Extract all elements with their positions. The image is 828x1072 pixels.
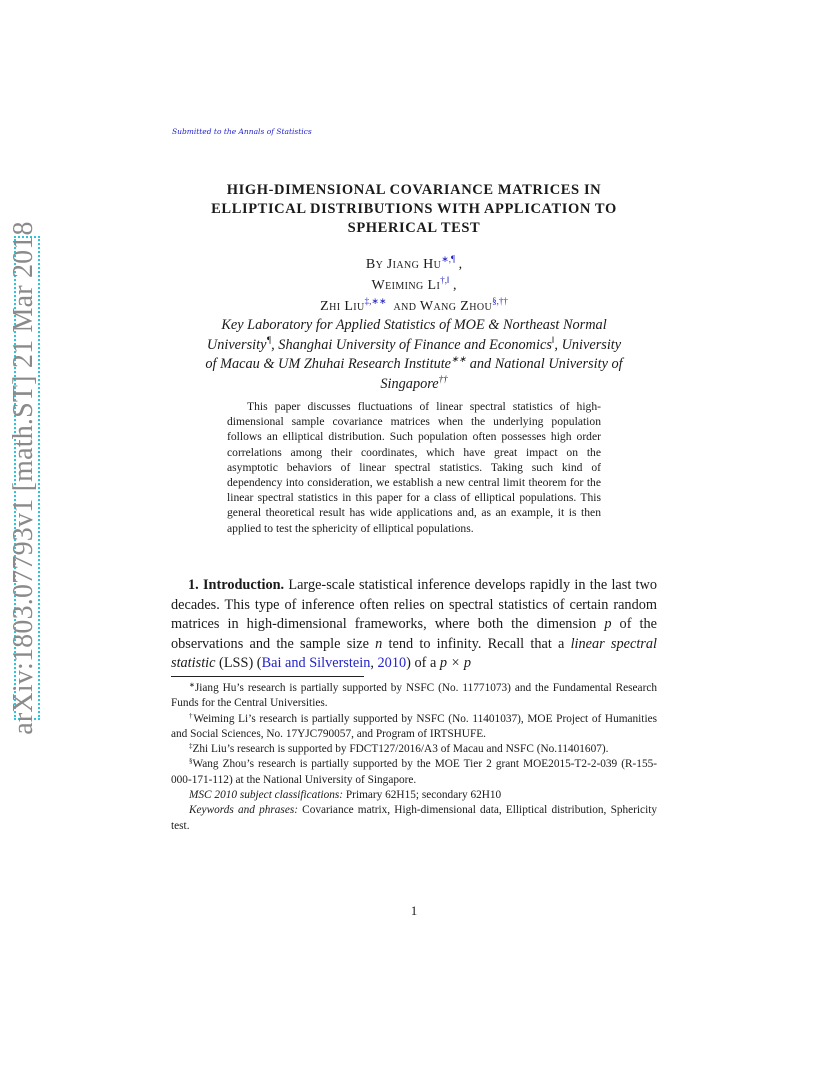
msc-text: Primary 62H15; secondary 62H10 (343, 789, 502, 802)
affiliation-text: of Macau & UM Zhuhai Research Institute (205, 356, 452, 372)
footnote-rule (171, 676, 364, 677)
footnote-mark: § (189, 757, 193, 766)
citation-sep: , (370, 655, 378, 671)
author-footnote-marks[interactable]: ‡,∗∗ (364, 296, 387, 306)
msc-classification (171, 788, 657, 803)
math-n: n (375, 635, 383, 652)
title-line-1: HIGH-DIMENSIONAL COVARIANCE MATRICES IN (226, 182, 602, 198)
footnote (171, 757, 657, 788)
intro-text: (LSS) ( (215, 655, 262, 671)
author-name: Jiang Hu (386, 257, 442, 272)
author-footnote-marks[interactable]: †,‖ (440, 275, 450, 285)
section-heading: 1. Introduction. (188, 577, 285, 593)
citation-year-link[interactable]: 2010 (377, 655, 407, 671)
keywords-text: Covariance matrix, High-dimensional data, Elliptical distribution, Sphericity test. (171, 804, 658, 832)
footnote (171, 742, 657, 757)
footnotes (171, 681, 657, 834)
introduction-paragraph (171, 576, 657, 674)
author-name: Zhi Liu (320, 299, 365, 314)
author-name: Weiming Li (371, 278, 441, 293)
affiliation-mark: ‖ (551, 334, 555, 345)
affiliation-mark: †† (438, 373, 448, 384)
affiliation-text: , Shanghai University of Finance and Economics (271, 336, 552, 353)
footnote-text: Weiming Li’s research is partially supported by NSFC (No. 11401037), MOE Project of Humanities and Social Sciences, No. 17YJC790057, and Program of IRTSHUFE. (171, 712, 657, 740)
intro-text: of the observations and the sample size (171, 616, 657, 652)
citation-link[interactable] (262, 655, 371, 671)
msc-label: MSC 2010 subject classifications: (189, 789, 344, 802)
affiliation-mark: ¶ (266, 334, 272, 345)
affiliation-text: , University (554, 336, 622, 353)
affiliation-block (150, 316, 678, 394)
footnote-text: Jiang Hu’s research is partially supported by NSFC (No. 11771073) and the Fundamental Research Funds for the Central Universities. (171, 682, 657, 710)
arxiv-side-stamp (8, 221, 48, 735)
abstract (227, 399, 601, 536)
intro-text: Large-scale statistical inference develops rapidly in the last two decades. This type of inference often relies on spectral statistics of certain random matrices in high-dimensional frameworks, where both the dimension (171, 577, 657, 632)
footnote-mark: ‡ (189, 742, 193, 751)
paper-title (150, 181, 678, 238)
author-line-2 (150, 275, 678, 296)
page-number: 1 (410, 903, 418, 918)
affiliation-text: Singapore (380, 375, 439, 392)
footnote-mark: † (189, 711, 194, 720)
footnote-mark: ∗ (189, 681, 195, 689)
intro-text: tend to infinity. Recall that a (382, 635, 571, 652)
title-line-2: ELLIPTICAL DISTRIBUTIONS WITH APPLICATION TO (211, 201, 617, 217)
by-label: By (365, 257, 384, 272)
keywords-label: Keywords and phrases: (189, 804, 298, 817)
footnote-text: Wang Zhou’s research is partially supported by the MOE Tier 2 grant MOE2015-T2-2-039 (R-155-000-171-112) at the National University of Singapore. (171, 758, 657, 786)
author-name: Wang Zhou (419, 299, 493, 314)
term-lss: linear spectral statistic (171, 635, 657, 671)
footnote (171, 712, 657, 743)
arxiv-stamp-text: arXiv:1803.07793v1 [math.ST] 21 Mar 2018 (8, 221, 39, 735)
affiliation-mark: ∗∗ (451, 354, 467, 364)
math-p: p (604, 616, 612, 632)
author-separator: , (452, 278, 457, 293)
author-line-3 (150, 296, 678, 317)
affiliation-line-3 (150, 355, 678, 375)
author-footnote-marks[interactable]: ∗,¶ (441, 254, 456, 264)
author-block (150, 254, 678, 317)
footnote-text: Zhi Liu’s research is supported by FDCT127/2016/A3 of Macau and NSFC (No.11401607). (192, 743, 609, 756)
math-pxp: p × p (439, 655, 471, 671)
affiliation-line-1: Key Laboratory for Applied Statistics of MOE & Northeast Normal (221, 317, 607, 333)
affiliation-text: and National University of (466, 356, 623, 372)
intro-text: ) of a (406, 655, 440, 671)
affiliation-line-2 (150, 336, 678, 356)
keywords (171, 803, 657, 834)
affiliation-text: University (206, 336, 267, 353)
author-footnote-marks[interactable]: §,†† (492, 296, 508, 306)
and-label: and (393, 299, 417, 314)
author-line-1 (150, 254, 678, 275)
citation-authors[interactable]: Bai and Silverstein (261, 655, 371, 671)
affiliation-line-4 (150, 375, 678, 395)
abstract-text: This paper discusses fluctuations of linear spectral statistics of high-dimensional sample covariance matrices when the underlying population follows an elliptical distribution. Such population often possesses high order correlations among their coordinates, which have great impact on the asymptotic behaviors of linear spectral statistics. Taking such kind of dependency into consideration, we establish a new central limit theorem for the linear spectral statistics in this paper for a class of elliptical populations. This general theoretical result has wide applications and, as an example, it is then applied to test the sphericity of elliptical populations. (227, 400, 601, 535)
title-line-3: SPHERICAL TEST (347, 220, 481, 236)
author-separator: , (458, 257, 463, 272)
journal-header-link[interactable]: Submitted to the Annals of Statistics (172, 127, 312, 136)
footnote (171, 681, 657, 712)
